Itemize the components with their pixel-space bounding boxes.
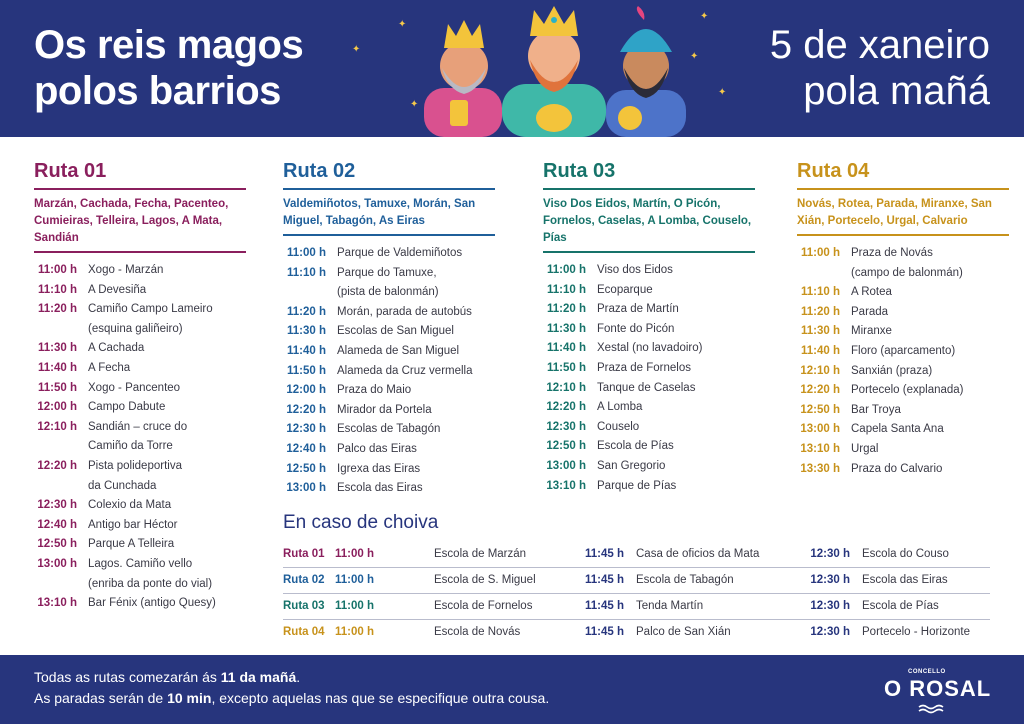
stop-row: [34, 457, 246, 477]
rain-place: Escola de Pías: [862, 600, 939, 612]
stop-time: 12:30 h: [546, 420, 586, 433]
rain-route-label: Ruta 03: [283, 600, 325, 612]
star-icon: ✦: [352, 44, 361, 55]
stop-row: [34, 535, 246, 555]
stop-time: [283, 283, 337, 303]
footer-text: .: [296, 669, 301, 685]
route-column-02: [283, 157, 495, 499]
stop-row: [283, 264, 495, 284]
stop-time: 12:10 h: [37, 420, 77, 433]
route-title: Ruta 01: [34, 160, 107, 182]
event-date-line1: 5 de xaneiro: [769, 23, 990, 67]
rain-time: 12:30 h: [810, 626, 850, 638]
stop-time: 11:40 h: [287, 344, 326, 357]
stop-time: 11:30 h: [547, 322, 586, 335]
waves-icon: [918, 704, 948, 714]
stop-time: 13:00 h: [37, 557, 77, 570]
stop-place: Bar Troya: [851, 403, 901, 416]
divider: [543, 251, 755, 253]
stop-row: [543, 300, 755, 320]
route-title: Ruta 04: [797, 160, 870, 182]
stop-time: 11:10 h: [38, 283, 77, 296]
stop-place: Parada: [851, 305, 889, 318]
stop-place: Camiño Campo Lameiro: [88, 303, 213, 316]
stop-row: [797, 460, 1009, 480]
stop-row: [34, 281, 246, 301]
divider: [283, 234, 495, 236]
stop-place: Sanxián (praza): [851, 364, 933, 377]
stop-place: Ecoparque: [597, 283, 653, 296]
stop-time: 12:50 h: [286, 462, 326, 475]
stop-time: 12:20 h: [37, 459, 77, 472]
stop-row: [34, 516, 246, 536]
stop-row: [283, 283, 495, 303]
stop-place: Fonte do Picón: [597, 322, 675, 335]
main-title-line2: polos barrios: [34, 69, 281, 113]
stop-place: A Lomba: [597, 401, 643, 414]
stop-place: A Cachada: [88, 342, 145, 355]
stop-time: 11:30 h: [38, 342, 77, 355]
stop-place: Xogo - Marzán: [88, 264, 164, 276]
stop-time: 12:30 h: [286, 423, 326, 436]
stop-row: [543, 339, 755, 359]
stop-time: 12:20 h: [286, 403, 326, 416]
stop-time: [797, 264, 851, 284]
stop-place: Parque de Valdemiñotos: [337, 247, 463, 259]
stop-row: [797, 420, 1009, 440]
stop-time: 12:20 h: [546, 401, 586, 414]
stop-place: Parque de Pías: [597, 479, 677, 492]
footer-note-start-time: [34, 667, 300, 687]
stop-time: 11:10 h: [547, 283, 586, 296]
stop-time: [34, 320, 88, 340]
footer-banner: [0, 655, 1024, 724]
stop-time: [34, 437, 88, 457]
stop-place: Escola das Eiras: [337, 482, 423, 495]
stop-time: 11:30 h: [801, 325, 840, 338]
stop-time: 11:50 h: [547, 361, 586, 374]
stop-place: A Fecha: [88, 361, 131, 374]
stop-row: [797, 401, 1009, 421]
rain-place: Escola de S. Miguel: [434, 574, 536, 586]
stop-list: [543, 261, 755, 496]
stop-place: Lagos. Camiño vello: [88, 557, 193, 570]
event-date-line2: pola mañá: [803, 69, 990, 113]
rain-place: Casa de oficios da Mata: [636, 548, 760, 560]
stop-time: 12:40 h: [37, 518, 77, 531]
stop-row: [283, 460, 495, 480]
rain-place: Portecelo - Horizonte: [862, 626, 971, 638]
stop-time: 13:10 h: [546, 479, 586, 492]
stop-row: [34, 359, 246, 379]
stop-row: [34, 300, 246, 320]
stop-row: [283, 381, 495, 401]
stop-place: A Rotea: [851, 286, 892, 299]
stop-time: 11:20 h: [287, 305, 326, 318]
footer-highlight: 10 min: [167, 690, 212, 706]
rain-row: [283, 542, 990, 568]
stop-time: 13:10 h: [800, 442, 840, 455]
stop-row: [797, 381, 1009, 401]
route-areas: Valdemiñotos, Tamuxe, Morán, San Miguel, Tabagón, As Eiras: [283, 198, 476, 227]
stop-row: [34, 555, 246, 575]
stop-place: Couselo: [597, 420, 640, 433]
rain-place: Escola de Marzán: [434, 548, 527, 560]
stop-time: 11:20 h: [801, 305, 840, 318]
rain-time: 12:30 h: [810, 548, 850, 560]
stop-row: [797, 303, 1009, 323]
stop-row: [543, 320, 755, 340]
rain-time: 12:30 h: [810, 574, 850, 586]
stop-row: [797, 342, 1009, 362]
rain-route-label: Ruta 04: [283, 626, 325, 638]
route-areas: Marzán, Cachada, Fecha, Pacenteo, Cumieiras, Telleira, Lagos, A Mata, Sandián: [34, 198, 229, 244]
stop-row: [34, 575, 246, 595]
stop-place: San Gregorio: [597, 459, 666, 472]
rain-place: Escola de Fornelos: [434, 600, 533, 612]
rain-row: [283, 594, 990, 620]
star-icon: ✦: [700, 11, 709, 22]
stop-row: [34, 379, 246, 399]
stop-row: [283, 303, 495, 323]
stop-time: [34, 575, 88, 595]
three-kings-illustration: [420, 6, 690, 137]
footer-text: , excepto aquelas nas que se especifique outra cousa.: [211, 690, 550, 706]
rain-place: Escola de Novás: [434, 626, 521, 638]
stop-row: [283, 420, 495, 440]
stop-row: [543, 261, 755, 281]
stop-time: 11:10 h: [801, 286, 840, 299]
stop-place: Praza de Fornelos: [597, 361, 691, 374]
stop-time: 13:00 h: [546, 459, 586, 472]
rain-time: 12:30 h: [810, 600, 850, 612]
stop-row: [283, 401, 495, 421]
stop-place: Praza do Maio: [337, 384, 412, 397]
stop-place: Alameda de San Miguel: [337, 344, 460, 357]
rain-time: 11:00 h: [335, 626, 374, 638]
stop-place: Tanque de Caselas: [597, 381, 696, 394]
stop-row: [283, 479, 495, 499]
stop-row: [797, 362, 1009, 382]
rain-time: 11:00 h: [335, 600, 374, 612]
stop-row: [797, 244, 1009, 264]
stop-place: Praza do Calvario: [851, 462, 943, 475]
divider: [797, 234, 1009, 236]
stop-time: 12:30 h: [37, 499, 77, 512]
star-icon: ✦: [410, 99, 419, 110]
footer-highlight: 11 da mañá: [220, 669, 297, 685]
stop-time: 11:00 h: [38, 264, 77, 276]
stop-row: [543, 457, 755, 477]
route-column-04: [797, 157, 1009, 479]
rain-time: 11:45 h: [585, 574, 624, 586]
stop-place: Miranxe: [851, 325, 892, 338]
stop-place: Escolas de Tabagón: [337, 423, 441, 436]
rain-place: Escola do Couso: [862, 548, 949, 560]
route-areas: Viso Dos Eidos, Martín, O Picón, Fornelos, Caselas, A Lomba, Couselo, Pías: [543, 198, 752, 244]
stop-row: [34, 261, 246, 281]
stop-list: [34, 261, 246, 614]
stop-time: [34, 477, 88, 497]
stop-place: (campo de balonmán): [851, 266, 963, 279]
rain-time: 11:00 h: [335, 574, 374, 586]
route-areas: Novás, Rotea, Parada, Miranxe, San Xián, Portecelo, Urgal, Calvario: [797, 198, 992, 227]
logo-name: O ROSAL: [884, 676, 992, 701]
stop-time: 11:40 h: [801, 344, 840, 357]
stop-place: Camiño da Torre: [88, 440, 173, 453]
stop-place: A Devesiña: [88, 283, 147, 296]
star-icon: ✦: [718, 87, 727, 98]
concello-o-rosal-logo: [884, 666, 994, 716]
stop-row: [34, 477, 246, 497]
event-date: [770, 22, 990, 114]
stop-time: 11:40 h: [38, 361, 77, 374]
stop-place: Portecelo (explanada): [851, 384, 964, 397]
stop-time: 11:40 h: [547, 342, 586, 355]
divider: [34, 251, 246, 253]
stop-time: 13:00 h: [286, 482, 326, 495]
stop-time: 11:10 h: [287, 266, 326, 279]
route-title: Ruta 03: [543, 160, 616, 182]
stop-row: [34, 418, 246, 438]
route-title: Ruta 02: [283, 160, 356, 182]
stop-row: [283, 322, 495, 342]
stop-time: 13:30 h: [800, 462, 840, 475]
stop-time: 11:00 h: [801, 247, 840, 259]
stop-row: [543, 477, 755, 497]
stop-row: [543, 281, 755, 301]
stop-time: 11:20 h: [38, 303, 77, 316]
logo-small-text: CONCELLO: [908, 669, 946, 675]
stop-place: Alameda da Cruz vermella: [337, 364, 473, 377]
rain-table: [283, 542, 990, 646]
stop-place: Mirador da Portela: [337, 403, 432, 416]
stop-place: Campo Dabute: [88, 401, 166, 414]
stop-row: [283, 440, 495, 460]
stop-row: [34, 339, 246, 359]
stop-row: [283, 244, 495, 264]
stop-place: Viso dos Eidos: [597, 264, 673, 276]
rain-place: Escola das Eiras: [862, 574, 948, 586]
stop-time: 12:10 h: [800, 364, 840, 377]
stop-place: Antigo bar Héctor: [88, 518, 178, 531]
stop-time: 12:00 h: [286, 384, 326, 397]
stop-time: 12:20 h: [800, 384, 840, 397]
stop-row: [797, 264, 1009, 284]
stop-time: 11:30 h: [287, 325, 326, 338]
stop-row: [34, 437, 246, 457]
stop-time: 12:10 h: [546, 381, 586, 394]
stop-place: Floro (aparcamento): [851, 344, 956, 357]
stop-place: Parque A Telleira: [88, 538, 175, 551]
rain-section-title: En caso de choiva: [283, 512, 439, 533]
stop-row: [797, 322, 1009, 342]
stop-place: Bar Fénix (antigo Quesy): [88, 597, 216, 610]
stop-row: [34, 398, 246, 418]
stop-place: (pista de balonmán): [337, 286, 439, 299]
rain-time: 11:45 h: [585, 600, 624, 612]
stop-place: Parque do Tamuxe,: [337, 266, 437, 279]
stop-row: [543, 418, 755, 438]
stop-place: (esquina galiñeiro): [88, 322, 183, 335]
stop-row: [797, 283, 1009, 303]
rain-place: Tenda Martín: [636, 600, 704, 612]
route-column-01: [34, 157, 246, 614]
stop-place: Capela Santa Ana: [851, 423, 944, 436]
stop-time: 11:50 h: [38, 381, 77, 394]
header-banner: [0, 0, 1024, 137]
rain-row: [283, 620, 990, 646]
stop-place: Xestal (no lavadoiro): [597, 342, 703, 355]
stop-place: Morán, parada de autobús: [337, 305, 472, 318]
stop-time: 13:00 h: [800, 423, 840, 436]
stop-row: [34, 594, 246, 614]
rain-place: Palco de San Xián: [636, 626, 731, 638]
stop-time: 11:50 h: [287, 364, 326, 377]
route-column-03: [543, 157, 755, 496]
stop-row: [543, 379, 755, 399]
rain-time: 11:00 h: [335, 548, 374, 560]
stop-place: Pista polideportiva: [88, 459, 182, 472]
stop-place: Palco das Eiras: [337, 442, 417, 455]
stop-row: [797, 440, 1009, 460]
stop-time: 12:40 h: [286, 442, 326, 455]
main-title-line1: Os reis magos: [34, 23, 304, 67]
stop-row: [34, 320, 246, 340]
main-title: [34, 22, 303, 114]
stop-place: Urgal: [851, 442, 879, 455]
stop-place: Colexio da Mata: [88, 499, 172, 512]
stop-place: Praza de Novás: [851, 247, 933, 259]
footer-text: As paradas serán de: [34, 690, 168, 706]
stop-time: 11:00 h: [547, 264, 586, 276]
stop-place: (enriba da ponte do vial): [88, 577, 213, 590]
stop-time: 12:50 h: [37, 538, 77, 551]
rain-time: 11:45 h: [585, 548, 624, 560]
stop-place: Escola de Pías: [597, 440, 674, 453]
star-icon: ✦: [690, 51, 699, 62]
stop-row: [283, 362, 495, 382]
stop-row: [283, 342, 495, 362]
stop-list: [283, 244, 495, 499]
stop-time: 13:10 h: [37, 597, 77, 610]
stop-place: da Cunchada: [88, 479, 157, 492]
stop-place: Praza de Martín: [597, 303, 679, 316]
stop-row: [543, 398, 755, 418]
star-icon: ✦: [398, 19, 407, 30]
stop-row: [543, 437, 755, 457]
footer-note-stop-duration: [34, 688, 549, 708]
stop-place: Xogo - Pancenteo: [88, 381, 181, 394]
stop-time: 11:20 h: [547, 303, 586, 316]
rain-route-label: Ruta 01: [283, 548, 325, 560]
stop-list: [797, 244, 1009, 479]
stop-time: 11:00 h: [287, 247, 326, 259]
rain-time: 11:45 h: [585, 626, 624, 638]
stop-row: [34, 496, 246, 516]
rain-route-label: Ruta 02: [283, 574, 325, 586]
footer-text: Todas as rutas comezarán ás: [34, 669, 221, 685]
stop-time: 12:00 h: [37, 401, 77, 414]
stop-place: Escolas de San Miguel: [337, 325, 454, 338]
stop-place: Sandián – cruce do: [88, 420, 188, 433]
rain-place: Escola de Tabagón: [636, 574, 734, 586]
stop-time: 12:50 h: [800, 403, 840, 416]
stop-place: Igrexa das Eiras: [337, 462, 421, 475]
stop-time: 12:50 h: [546, 440, 586, 453]
rain-row: [283, 568, 990, 594]
stop-row: [543, 359, 755, 379]
